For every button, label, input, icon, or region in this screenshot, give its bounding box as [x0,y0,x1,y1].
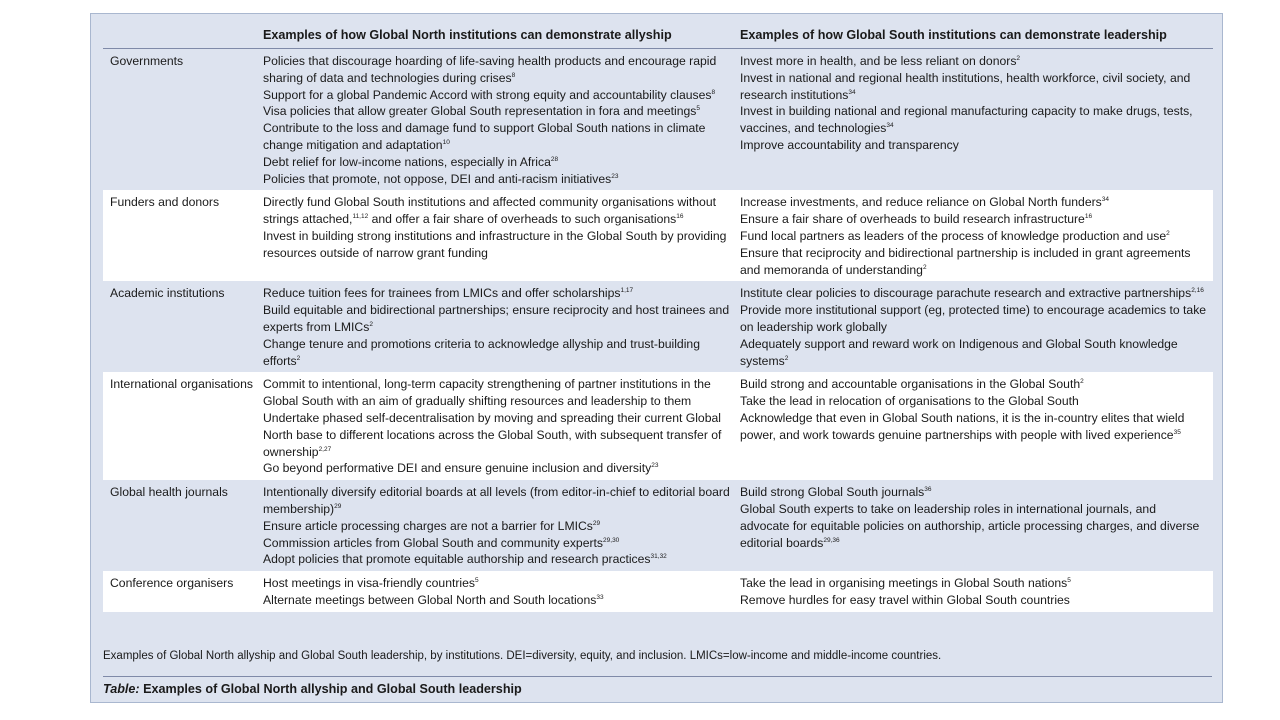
reference-superscript: 33 [596,593,604,601]
item-text: Intentionally diversify editorial boards at all levels (from editor-in-chief to editorial board membership) [263,485,730,516]
caption-text: Examples of Global North allyship and Global South leadership [139,682,522,696]
item-text: Improve accountability and transparency [740,137,959,152]
item-text: Invest in building strong institutions and infrastructure in the Global South by providing resources outside of narrow grant funding [263,228,727,260]
reference-superscript: 2 [1016,55,1021,62]
reference-superscript: 16 [1084,213,1093,221]
table-footnote: Examples of Global North allyship and Global South leadership, by institutions. DEI=diversity, equity, and inclusion. LMICs=low-income and middle-income countries. [103,650,942,662]
reference-superscript: 5 [475,577,479,585]
north-allyship-cell [263,281,740,372]
item-text: Host meetings in visa-friendly countries [263,576,476,591]
list-item [740,592,1207,609]
item-text: Directly fund Global South institutions and affected community organisations without strings attached, [263,195,716,227]
reference-superscript: 16 [676,213,684,221]
item-text: Policies that promote, not oppose, DEI and anti-racism initiatives [263,171,612,186]
list-item [263,171,734,188]
south-leadership-cell [740,190,1213,281]
reference-superscript: 34 [848,88,856,96]
list-item [740,302,1207,336]
list-item [740,285,1207,302]
table-header-row [103,22,1213,49]
item-text: Undertake phased self-decentralisation by moving and spreading their current Global North base to different locations across the Global South, with subsequent transfer of ownership [263,410,722,459]
list-item [263,575,734,592]
table-panel [90,13,1223,703]
reference-superscript: 1,17 [620,287,634,295]
table-row [103,190,1213,281]
item-text: Take the lead in relocation of organisations to the Global South [740,394,1079,409]
item-text: Fund local partners as leaders of the process of knowledge production and use [740,228,1167,243]
row-category: Governments [110,54,184,68]
list-item [263,228,734,262]
reference-superscript: 2 [296,354,301,362]
list-item [263,120,734,154]
list-item [263,154,734,171]
item-text: Change tenure and promotions criteria to acknowledge allyship and trust-building efforts [263,336,700,368]
item-text: Alternate meetings between Global North and South locations [263,592,597,607]
list-item [740,211,1207,228]
item-text: Go beyond performative DEI and ensure genuine inclusion and diversity [263,461,652,476]
north-allyship-cell [263,190,740,281]
item-text: Ensure a fair share of overheads to build research infrastructure [740,212,1085,227]
header-south-leadership: Examples of how Global South institutions can demonstrate leadership [740,22,1213,49]
table-caption [103,682,522,696]
reference-superscript: 8 [511,71,516,79]
north-allyship-cell [263,571,740,612]
caption-label: Table: [103,682,140,696]
list-item [263,592,734,609]
south-leadership-cell [740,372,1213,480]
item-text: Global South experts to take on leadership roles in international journals, and advocate for equitable policies on authorship, article processing charges, and diverse editorial boards [740,501,1200,550]
row-category: Conference organisers [103,571,263,612]
list-item [263,376,734,410]
list-item [263,484,734,518]
list-item [263,285,734,302]
reference-superscript: 10 [442,138,450,146]
list-item [740,228,1207,245]
item-text: Support for a global Pandemic Accord with strong equity and accountability clauses [263,87,712,102]
item-text: Adopt policies that promote equitable authorship and research practices [263,552,651,567]
row-category: International organisations [103,372,263,480]
table-row [103,372,1213,480]
reference-superscript: 34 [1101,196,1109,204]
list-item [740,501,1207,551]
item-text: Invest more in health, and be less reliant on donors [740,54,1017,68]
south-leadership-cell [740,571,1213,612]
item-text: Invest in building national and regional manufacturing capacity to make drugs, tests, vaccines, and technologies [740,104,1193,136]
item-text: Build equitable and bidirectional partnerships; ensure reciprocity and host trainees and experts from LMICs [263,303,730,334]
list-item [263,336,734,370]
reference-superscript: 2 [1080,378,1084,386]
reference-superscript: 29 [592,519,601,527]
south-leadership-cell [740,281,1213,372]
list-item [263,103,734,120]
list-item [740,410,1207,444]
reference-superscript: 29,36 [823,536,840,544]
list-item [263,551,734,568]
reference-superscript: 2 [369,320,373,328]
list-item [740,245,1207,279]
table-row [103,571,1213,612]
reference-superscript: 2,27 [318,445,332,453]
item-text: Ensure that reciprocity and bidirectional partnership is included in grant agreements and memoranda of understanding [740,245,1191,277]
table-row [103,49,1213,191]
allyship-table [103,22,1213,612]
reference-superscript: 28 [550,155,559,163]
reference-superscript: 11,12 [352,213,369,221]
item-text: Commit to intentional, long-term capacity strengthening of partner institutions in the Global South with an aim of gradually shifting resources and leadership to them [263,377,711,409]
reference-superscript: 5 [696,105,700,113]
reference-superscript: 2 [784,354,789,362]
list-item [263,194,734,228]
item-text: Debt relief for low-income nations, especially in Africa [263,154,551,169]
item-text: Reduce tuition fees for trainees from LMICs and offer scholarships [263,286,621,301]
item-text: Build strong Global South journals [740,485,925,500]
item-text: Build strong and accountable organisations in the Global South [740,377,1081,392]
reference-superscript: 23 [651,462,659,470]
item-text: Contribute to the loss and damage fund to support Global South nations in climate change mitigation and adaptation [263,121,706,152]
table-row [103,281,1213,372]
reference-superscript: 2,16 [1191,287,1204,295]
reference-superscript: 5 [1067,577,1071,585]
table-row [103,480,1213,571]
reference-superscript: 34 [886,122,894,130]
item-text: Provide more institutional support (eg, protected time) to encourage academics to take on leadership work globally [740,303,1207,334]
north-allyship-cell [263,372,740,480]
north-allyship-cell [263,49,740,191]
list-item [263,460,734,477]
item-text: Increase investments, and reduce reliance on Global North funders [740,195,1102,210]
list-item [740,484,1207,501]
list-item [263,518,734,535]
list-item [263,410,734,460]
caption-divider [103,676,1212,677]
list-item [740,376,1207,393]
list-item [740,53,1207,70]
south-leadership-cell [740,49,1213,191]
item-text: Remove hurdles for easy travel within Global South countries [740,592,1070,607]
item-text: Ensure article processing charges are not a barrier for LMICs [263,518,593,533]
row-category: Funders and donors [103,190,263,281]
row-category: Global health journals [110,485,228,500]
item-text: Institute clear policies to discourage parachute research and extractive partnerships [740,286,1192,301]
item-text: Visa policies that allow greater Global South representation in fora and meetings [263,104,697,119]
list-item [740,70,1207,104]
header-col1 [103,22,263,49]
north-allyship-cell [263,480,740,571]
row-category: Academic institutions [110,286,225,301]
reference-superscript: 29 [334,502,342,510]
list-item [263,87,734,104]
list-item [740,575,1207,592]
list-item [740,194,1207,211]
header-north-allyship: Examples of how Global North institutions can demonstrate allyship [263,22,740,49]
item-text: Acknowledge that even in Global South nations, it is the in-country elites that wield power, and work towards genuine partnerships with people with lived experience [740,410,1185,442]
item-text: Commission articles from Global South and community experts [263,535,604,550]
table-body [103,49,1213,612]
item-text: Policies that discourage hoarding of life-saving health products and encourage rapid sharing of data and technologies during crises [263,54,717,85]
reference-superscript: 2 [922,263,927,271]
item-text: Take the lead in organising meetings in Global South nations [740,576,1068,591]
list-item [263,53,734,87]
item-text: Invest in national and regional health institutions, health workforce, civil society, and research institutions [740,70,1191,102]
reference-superscript: 8 [711,88,716,96]
reference-superscript: 35 [1173,428,1181,436]
list-item [740,336,1207,370]
reference-superscript: 2 [1166,229,1170,237]
list-item [740,137,1207,154]
list-item [263,302,734,336]
reference-superscript: 29,30 [603,536,620,544]
item-text-continued: and offer a fair share of overheads to such organisations [368,212,677,227]
reference-superscript: 36 [924,486,932,494]
reference-superscript: 23 [611,172,619,180]
south-leadership-cell [740,480,1213,571]
item-text: Adequately support and reward work on Indigenous and Global South knowledge systems [740,336,1178,368]
list-item [740,103,1207,137]
reference-superscript: 31,32 [650,553,667,561]
list-item [263,535,734,552]
list-item [740,393,1207,410]
